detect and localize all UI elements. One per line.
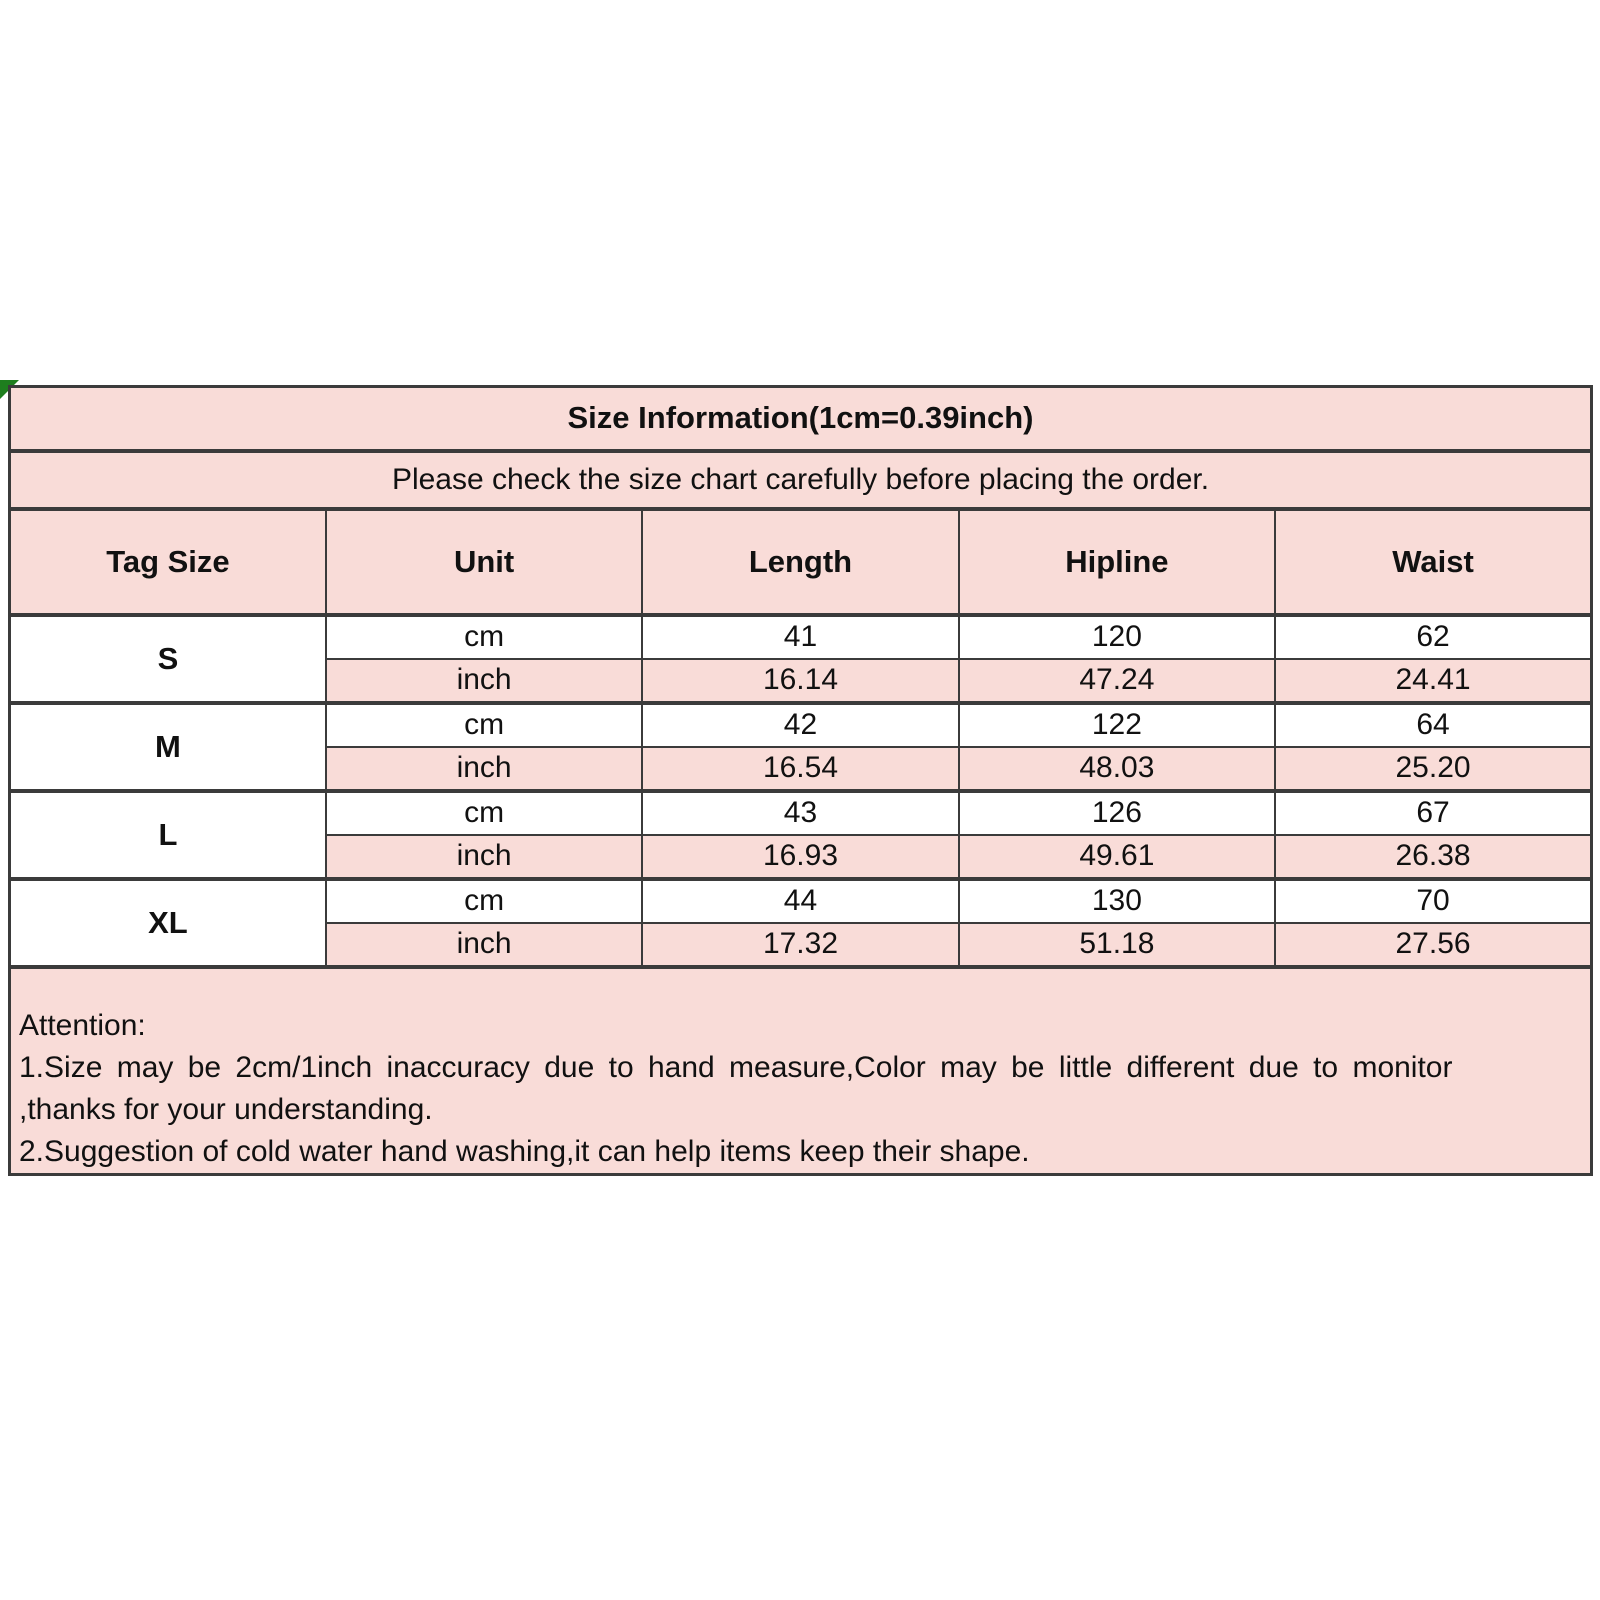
table-subtitle-row: [10, 451, 1592, 509]
attention-line-2: ,thanks for your understanding.: [19, 1092, 433, 1126]
col-header-waist: Waist: [1275, 509, 1591, 615]
length-cell: 42: [642, 703, 958, 747]
length-cell: 16.54: [642, 747, 958, 791]
attention-heading: Attention:: [19, 1008, 146, 1042]
unit-cell: inch: [326, 747, 642, 791]
hipline-cell: 48.03: [959, 747, 1275, 791]
unit-cell: inch: [326, 835, 642, 879]
attention-line-3: 2.Suggestion of cold water hand washing,it can help items keep their shape.: [19, 1134, 1030, 1168]
table-row-m-cm: [10, 703, 1592, 747]
hipline-cell: 49.61: [959, 835, 1275, 879]
hipline-cell: 120: [959, 615, 1275, 659]
length-cell: 41: [642, 615, 958, 659]
table-row-s-cm: [10, 615, 1592, 659]
column-header-row: [10, 509, 1592, 615]
waist-cell: 67: [1275, 791, 1591, 835]
length-cell: 16.14: [642, 659, 958, 703]
col-header-hipline: Hipline: [959, 509, 1275, 615]
hipline-cell: 51.18: [959, 923, 1275, 967]
unit-cell: cm: [326, 879, 642, 923]
table-title: Size Information(1cm=0.39inch): [10, 387, 1592, 451]
table-row-xl-cm: [10, 879, 1592, 923]
size-chart-table: [8, 385, 1593, 1176]
unit-cell: cm: [326, 615, 642, 659]
waist-cell: 62: [1275, 615, 1591, 659]
waist-cell: 25.20: [1275, 747, 1591, 791]
unit-cell: cm: [326, 703, 642, 747]
tag-size-cell: M: [10, 703, 326, 791]
col-header-length: Length: [642, 509, 958, 615]
waist-cell: 24.41: [1275, 659, 1591, 703]
table-subtitle: Please check the size chart carefully before placing the order.: [10, 451, 1592, 509]
hipline-cell: 130: [959, 879, 1275, 923]
table-title-row: [10, 387, 1592, 451]
length-cell: 17.32: [642, 923, 958, 967]
col-header-unit: Unit: [326, 509, 642, 615]
length-cell: 16.93: [642, 835, 958, 879]
tag-size-cell: L: [10, 791, 326, 879]
tag-size-cell: XL: [10, 879, 326, 967]
col-header-tag-size: Tag Size: [10, 509, 326, 615]
length-cell: 43: [642, 791, 958, 835]
unit-cell: inch: [326, 923, 642, 967]
attention-note: [10, 967, 1592, 1175]
hipline-cell: 122: [959, 703, 1275, 747]
unit-cell: inch: [326, 659, 642, 703]
waist-cell: 70: [1275, 879, 1591, 923]
hipline-cell: 47.24: [959, 659, 1275, 703]
tag-size-cell: S: [10, 615, 326, 703]
table-row-l-cm: [10, 791, 1592, 835]
unit-cell: cm: [326, 791, 642, 835]
waist-cell: 26.38: [1275, 835, 1591, 879]
hipline-cell: 126: [959, 791, 1275, 835]
length-cell: 44: [642, 879, 958, 923]
attention-line-1: 1.Size may be 2cm/1inch inaccuracy due to hand measure,Color may be little different due to monitor: [19, 1050, 1453, 1084]
waist-cell: 27.56: [1275, 923, 1591, 967]
waist-cell: 64: [1275, 703, 1591, 747]
attention-row: [10, 967, 1592, 1175]
